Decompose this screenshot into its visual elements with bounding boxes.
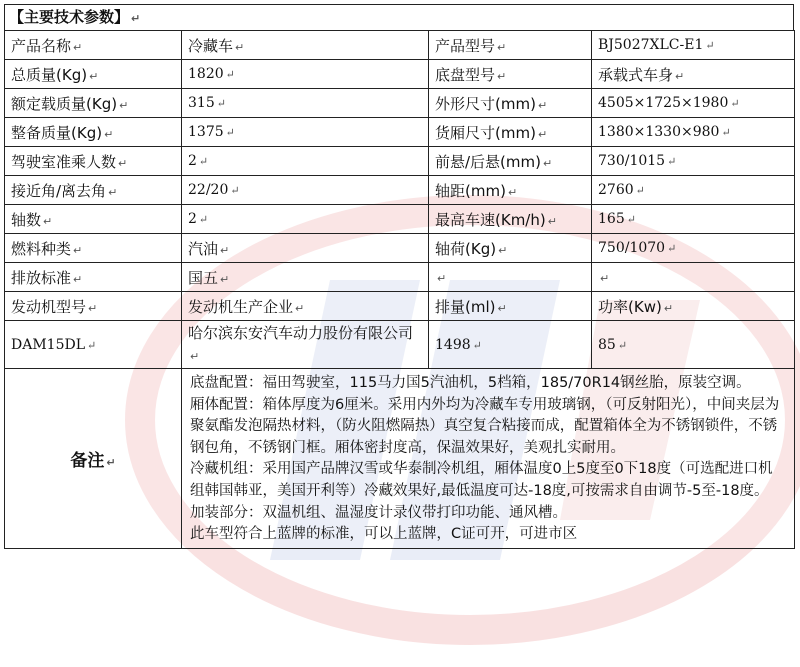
param-name-cell <box>429 321 592 369</box>
param-name: 前悬/后悬(mm) <box>435 152 541 171</box>
param-name: 接近角/离去角 <box>11 181 107 200</box>
paragraph-mark: ↵ <box>225 126 235 139</box>
paragraph-mark: ↵ <box>73 243 83 257</box>
param-value: 1375 <box>188 124 224 140</box>
paragraph-mark: ↵ <box>617 338 628 352</box>
param-name-cell <box>5 263 182 292</box>
param-name: 产品名称 <box>11 36 72 55</box>
param-name-cell <box>429 234 592 263</box>
paragraph-mark: ↵ <box>542 156 553 170</box>
paragraph-mark: ↵ <box>497 69 507 83</box>
param-value: 2 <box>188 153 197 169</box>
param-name-cell <box>5 147 182 176</box>
param-name-cell <box>5 321 182 369</box>
param-value-cell <box>182 89 429 118</box>
param-name: 驾驶室准乘人数 <box>11 152 117 171</box>
param-name: 轴距(mm) <box>435 181 506 200</box>
param-name: 最高车速(Km/h) <box>435 210 546 229</box>
param-name: 轴荷(Kg) <box>435 239 497 258</box>
paragraph-mark: ↵ <box>705 39 715 52</box>
param-value: 发动机生产企业 <box>188 297 294 316</box>
paragraph-mark: ↵ <box>230 184 240 197</box>
param-name-cell <box>429 147 592 176</box>
paragraph-mark: ↵ <box>498 243 508 257</box>
paragraph-mark: ↵ <box>118 156 128 170</box>
param-name: 底盘型号 <box>435 65 496 84</box>
param-value: 2760 <box>598 182 634 198</box>
paragraph-mark: ↵ <box>198 155 209 168</box>
param-name-cell <box>429 60 592 89</box>
remark-refrigeration: 冷藏机组：采用国产品牌汉雪或华泰制冷机组，厢体温度0上5度至0下18度（可选配进口机组韩国韩亚，美国开利等）冷藏效果好,最低温度可达-18度,可按需求自由调节-5至-18度。 <box>190 461 773 499</box>
spec-title: 【主要技术参数】 ↵ <box>4 4 794 30</box>
paragraph-mark: ↵ <box>667 242 677 255</box>
param-value-cell <box>592 118 795 147</box>
paragraph-mark: ↵ <box>216 97 226 110</box>
paragraph-mark: ↵ <box>663 301 674 315</box>
spec-row <box>5 234 795 263</box>
remarks-content <box>182 369 795 549</box>
paragraph-mark: ↵ <box>600 272 610 285</box>
param-value-cell <box>182 176 429 205</box>
param-value: 汽油 <box>188 239 219 258</box>
param-value-cell <box>592 89 795 118</box>
param-value: 国五 <box>188 268 219 287</box>
param-value: 750/1070 <box>598 240 666 256</box>
param-value-cell <box>592 263 795 292</box>
param-value: 冷藏车 <box>188 36 234 55</box>
paragraph-mark: ↵ <box>198 213 209 226</box>
param-name: DAM15DL <box>11 336 86 353</box>
param-value: 功率(Kw) <box>598 297 662 316</box>
param-value-cell <box>182 292 429 321</box>
paragraph-mark: ↵ <box>635 184 645 197</box>
param-name: 排量(ml) <box>435 297 496 316</box>
param-value-cell <box>182 147 429 176</box>
paragraph-mark: ↵ <box>73 40 83 54</box>
paragraph-mark: ↵ <box>626 213 636 226</box>
remarks-row <box>5 369 795 549</box>
param-name: 货厢尺寸(mm) <box>435 123 536 142</box>
param-value-cell <box>182 234 429 263</box>
remark-addons: 加装部分：双温机组、温湿度计录仪带打印功能、通风槽。 <box>190 504 567 521</box>
paragraph-mark: ↵ <box>507 185 518 199</box>
param-name: 发动机型号 <box>11 297 87 316</box>
param-name-cell <box>5 118 182 147</box>
paragraph-mark: ↵ <box>472 338 482 352</box>
param-value: 承载式车身 <box>598 65 674 84</box>
param-value: 22/20 <box>188 182 229 198</box>
paragraph-mark: ↵ <box>295 301 305 315</box>
param-name: 额定载质量(Kg) <box>11 94 118 113</box>
paragraph-mark: ↵ <box>220 272 230 286</box>
param-value: 315 <box>188 95 215 111</box>
param-value-cell <box>182 31 429 60</box>
param-value-cell <box>592 176 795 205</box>
param-value: BJ5027XLC-E1 <box>598 37 704 53</box>
paragraph-mark: ↵ <box>437 272 447 285</box>
param-value: 4505×1725×1980 <box>598 95 729 111</box>
paragraph-mark: ↵ <box>235 40 245 54</box>
param-name-cell <box>429 205 592 234</box>
param-value-cell <box>182 60 429 89</box>
paragraph-mark: ↵ <box>73 272 83 286</box>
param-value-cell <box>592 205 795 234</box>
param-value-cell <box>592 234 795 263</box>
param-name-cell <box>429 292 592 321</box>
param-name-cell <box>5 60 182 89</box>
param-name-cell <box>429 176 592 205</box>
param-value-cell <box>182 205 429 234</box>
spec-row <box>5 321 795 369</box>
spec-row <box>5 205 795 234</box>
param-name-cell <box>429 118 592 147</box>
spec-row <box>5 89 795 118</box>
param-name-cell <box>5 89 182 118</box>
paragraph-mark: ↵ <box>225 68 235 81</box>
paragraph-mark: ↵ <box>87 338 97 352</box>
paragraph-mark: ↵ <box>104 127 114 141</box>
spec-row <box>5 31 795 60</box>
param-value-cell <box>592 31 795 60</box>
spec-row <box>5 147 795 176</box>
param-name: 燃料种类 <box>11 239 72 258</box>
param-name: 整备质量(Kg) <box>11 123 103 142</box>
remark-license: 此车型符合上蓝牌的标准，可以上蓝牌，C证可开，可进市区 <box>190 526 578 543</box>
param-name: 轴数 <box>11 210 42 229</box>
paragraph-mark: ↵ <box>721 126 731 139</box>
param-value: 哈尔滨东安汽车动力股份有限公司 <box>188 323 414 342</box>
paragraph-mark: ↵ <box>89 69 99 83</box>
param-value-cell <box>182 263 429 292</box>
paragraph-mark: ↵ <box>108 185 118 199</box>
param-value-cell <box>592 292 795 321</box>
param-name-cell <box>5 292 182 321</box>
param-value-cell <box>592 321 795 369</box>
paragraph-mark: ↵ <box>190 349 200 363</box>
param-value: 2 <box>188 211 197 227</box>
spec-sheet <box>4 4 794 549</box>
paragraph-mark: ↵ <box>220 243 230 257</box>
paragraph-mark: ↵ <box>497 301 507 315</box>
param-name-cell <box>429 263 592 292</box>
param-name-cell <box>5 176 182 205</box>
param-name-cell <box>5 205 182 234</box>
param-value-cell <box>182 118 429 147</box>
param-name: 1498 <box>435 336 471 353</box>
param-value-cell <box>182 321 429 369</box>
paragraph-mark: ↵ <box>547 214 557 228</box>
spec-title-text: 【主要技术参数】 <box>9 8 130 26</box>
param-name: 排放标准 <box>11 268 72 287</box>
param-name: 产品型号 <box>435 36 496 55</box>
param-value: 165 <box>598 211 625 227</box>
remark-chassis: 底盘配置：福田驾驶室，115马力国5汽油机，5档箱，185/70R14钢丝胎，原装空调。 <box>190 375 751 391</box>
paragraph-mark: ↵ <box>88 301 98 315</box>
remark-body: 厢体配置：箱体厚度为6厘米。采用内外均为冷藏车专用玻璃钢，（可反射阳光），中间夹层为聚氨酯发泡隔热材料，（防火阻燃隔热）真空复合粘接而成，配置箱体全为不锈钢锁件，不锈钢包角，不锈钢门框。厢体密封度高，保温效果好，美观扎实耐用。 <box>190 396 780 456</box>
param-name: 总质量(Kg) <box>11 65 88 84</box>
paragraph-mark: ↵ <box>497 40 507 54</box>
spec-table-body <box>5 31 795 549</box>
spec-row <box>5 60 795 89</box>
paragraph-mark: ↵ <box>667 155 677 168</box>
spec-row <box>5 118 795 147</box>
param-value: 1820 <box>188 66 224 82</box>
paragraph-mark: ↵ <box>675 69 685 83</box>
param-value: 1380×1330×980 <box>598 124 720 140</box>
param-name-cell <box>5 31 182 60</box>
paragraph-mark: ↵ <box>119 98 129 112</box>
param-name-cell <box>429 31 592 60</box>
param-name-cell <box>429 89 592 118</box>
param-value: 730/1015 <box>598 153 666 169</box>
spec-table <box>4 30 795 549</box>
paragraph-mark: ↵ <box>730 97 740 110</box>
remarks-label-cell: 备注 ↵ <box>5 369 182 549</box>
spec-row <box>5 176 795 205</box>
paragraph-mark: ↵ <box>537 98 548 112</box>
param-value: 85 <box>598 336 616 353</box>
param-value-cell <box>592 147 795 176</box>
paragraph-mark: ↵ <box>537 127 548 141</box>
param-name-cell <box>5 234 182 263</box>
spec-row <box>5 263 795 292</box>
spec-row <box>5 292 795 321</box>
paragraph-mark: ↵ <box>43 214 53 228</box>
param-value-cell <box>592 60 795 89</box>
param-name: 外形尺寸(mm) <box>435 94 536 113</box>
